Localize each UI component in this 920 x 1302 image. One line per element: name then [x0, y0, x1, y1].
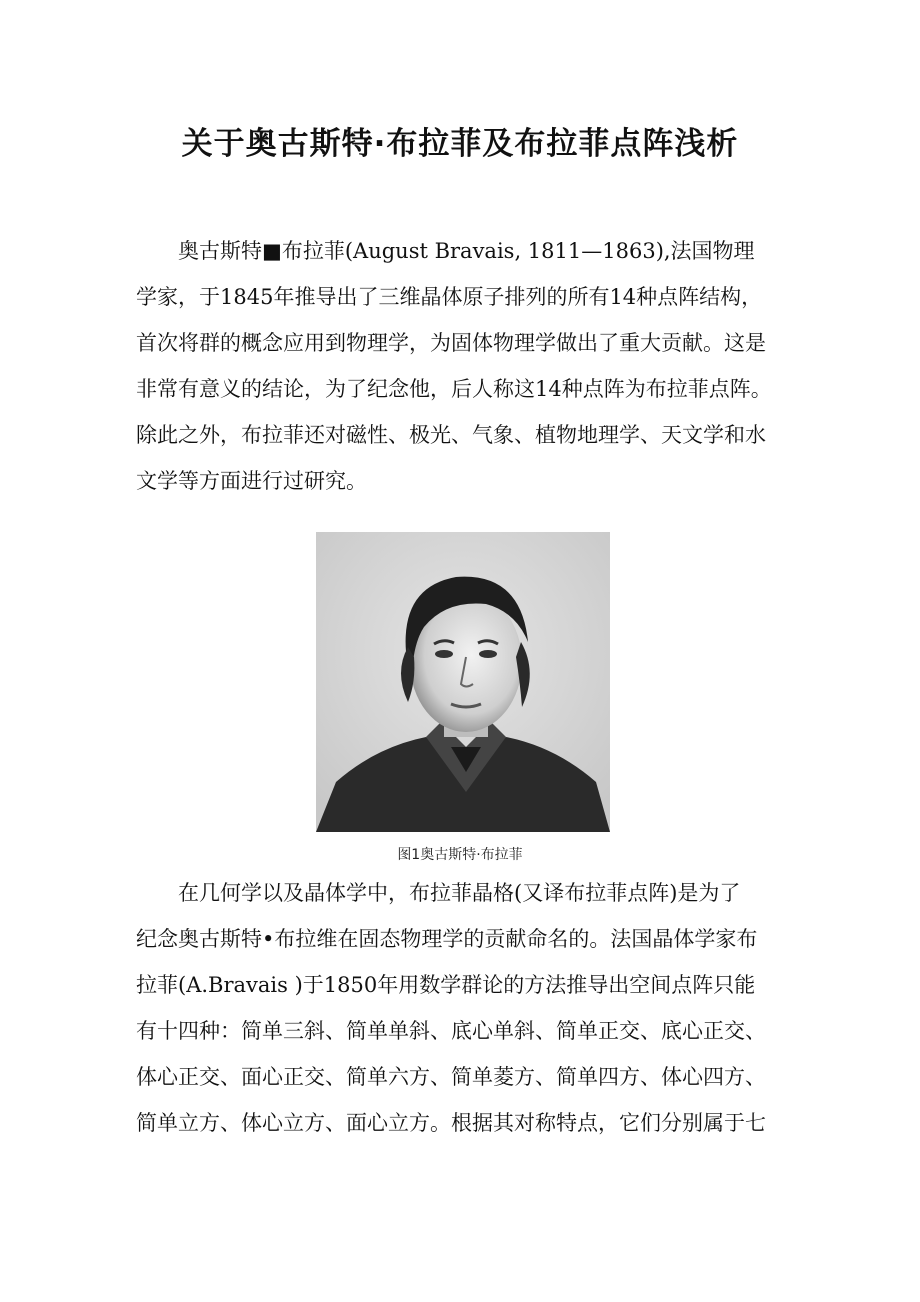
- paragraph-line: 文学等方面进行过研究。: [136, 469, 367, 493]
- paragraph-line: 纪念奥古斯特•布拉维在固态物理学的贡献命名的。法国晶体学家布: [136, 927, 758, 951]
- paragraph-line: 非常有意义的结论，为了纪念他，后人称这14种点阵为布拉菲点阵。: [136, 377, 772, 401]
- paragraph-line: 首次将群的概念应用到物理学，为固体物理学做出了重大贡献。这是: [136, 331, 766, 355]
- portrait-photo-icon: [316, 532, 610, 832]
- portrait-photo: [316, 532, 610, 832]
- paragraph-line: 拉菲(A.Bravais )于1850年用数学群论的方法推导出空间点阵只能: [136, 973, 756, 997]
- paragraph-line: 体心正交、面心正交、简单六方、简单菱方、简单四方、体心四方、: [136, 1065, 766, 1089]
- page-title: 关于奥古斯特·布拉菲及布拉菲点阵浅析: [181, 126, 739, 162]
- paragraph-line: 学家，于1845年推导出了三维晶体原子排列的所有14种点阵结构，: [136, 285, 763, 309]
- paragraph-line: 奥古斯特■布拉菲(August Bravais, 1811—1863),法国物理: [178, 239, 755, 263]
- paragraph-line: 简单立方、体心立方、面心立方。根据其对称特点，它们分别属于七: [136, 1111, 766, 1135]
- paragraph-intro: [136, 228, 792, 504]
- paragraph-line: 有十四种：简单三斜、简单单斜、底心单斜、简单正交、底心正交、: [136, 1019, 766, 1043]
- paragraph-line: 除此之外，布拉菲还对磁性、极光、气象、植物地理学、天文学和水: [136, 423, 766, 447]
- figure-caption: 图1奥古斯特·布拉菲: [397, 847, 523, 863]
- paragraph-bravais-lattice: [136, 870, 792, 1146]
- paragraph-line: 在几何学以及晶体学中，布拉菲晶格(又译布拉菲点阵)是为了: [178, 881, 741, 905]
